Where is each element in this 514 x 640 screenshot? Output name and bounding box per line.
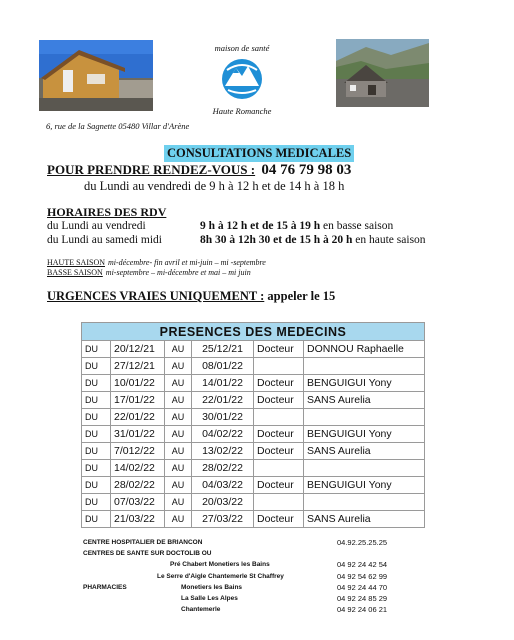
doctor-name-cell — [304, 460, 425, 477]
role-cell: Docteur — [254, 511, 304, 528]
table-row — [82, 375, 425, 392]
table-row — [82, 477, 425, 494]
start-date-cell: 28/02/22 — [111, 477, 165, 494]
role-cell: Docteur — [254, 392, 304, 409]
horaires-season: en basse saison — [323, 220, 394, 232]
rdv-hours: du Lundi au vendredi de 9 h à 12 h et de 14 h à 18 h — [84, 179, 345, 193]
end-date-cell: 30/01/22 — [192, 409, 254, 426]
season-text: mi-septembre – mi-décembre et mai – mi juin — [105, 268, 251, 277]
presences-table — [81, 322, 425, 528]
du-cell: DU — [82, 392, 111, 409]
table-row — [82, 494, 425, 511]
footer-pharmacies: PHARMACIES — [83, 584, 127, 591]
doctor-name-cell: BENGUIGUI Yony — [304, 426, 425, 443]
doctor-name-cell — [304, 494, 425, 511]
doctor-name-cell: SANS Aurelia — [304, 511, 425, 528]
au-cell: AU — [165, 494, 192, 511]
consultations-title: CONSULTATIONS MEDICALES — [164, 145, 354, 162]
basse-saison — [47, 268, 251, 277]
end-date-cell: 14/01/22 — [192, 375, 254, 392]
au-cell: AU — [165, 392, 192, 409]
horaires-hours — [200, 220, 393, 232]
footer-monetiers: Monetiers les Bains — [181, 584, 243, 591]
svg-text:Haute Romanche: Haute Romanche — [212, 106, 272, 116]
start-date-cell: 21/03/22 — [111, 511, 165, 528]
table-row — [82, 511, 425, 528]
season-label: HAUTE SAISON — [47, 258, 105, 267]
end-date-cell: 28/02/22 — [192, 460, 254, 477]
end-date-cell: 27/03/22 — [192, 511, 254, 528]
du-cell: DU — [82, 511, 111, 528]
end-date-cell: 20/03/22 — [192, 494, 254, 511]
role-cell — [254, 409, 304, 426]
footer-hospital: CENTRE HOSPITALIER DE BRIANCON — [83, 539, 203, 546]
rdv-phone-number[interactable]: 04 76 79 98 03 — [261, 162, 352, 178]
au-cell: AU — [165, 443, 192, 460]
phone-monetiers[interactable]: 04 92 24 44 70 — [337, 583, 388, 592]
horaires-hours — [200, 234, 426, 246]
horaires-hours-value: 9 h à 12 h et de 15 à 19 h — [200, 220, 321, 232]
role-cell — [254, 494, 304, 511]
role-cell — [254, 460, 304, 477]
season-text: mi-décembre- fin avril et mi-juin – mi -septembre — [108, 258, 266, 267]
du-cell: DU — [82, 375, 111, 392]
table-row — [82, 409, 425, 426]
start-date-cell: 22/01/22 — [111, 409, 165, 426]
end-date-cell: 04/02/22 — [192, 426, 254, 443]
table-row — [82, 443, 425, 460]
au-cell: AU — [165, 426, 192, 443]
du-cell: DU — [82, 443, 111, 460]
building-photo-right — [336, 39, 429, 107]
doctor-name-cell — [304, 358, 425, 375]
horaires-season: en haute saison — [355, 234, 426, 246]
phone-hospital[interactable]: 04.92.25.25.25 — [337, 538, 388, 547]
horaires-hours-value: 8h 30 à 12h 30 et de 15 h à 20 h — [200, 234, 353, 246]
address: 6, rue de la Sagnette 05480 Villar d'Arène — [46, 121, 190, 131]
role-cell: Docteur — [254, 443, 304, 460]
rdv-label: POUR PRENDRE RENDEZ-VOUS : — [47, 162, 256, 177]
au-cell: AU — [165, 477, 192, 494]
start-date-cell: 10/01/22 — [111, 375, 165, 392]
du-cell: DU — [82, 477, 111, 494]
du-cell: DU — [82, 341, 111, 358]
au-cell: AU — [165, 511, 192, 528]
footer-serre: Le Serre d'Aigle Chantemerle St Chaffrey — [157, 573, 284, 580]
phone-chantemerle[interactable]: 04 92 24 06 21 — [337, 605, 388, 614]
du-cell: DU — [82, 409, 111, 426]
au-cell: AU — [165, 409, 192, 426]
role-cell: Docteur — [254, 477, 304, 494]
role-cell — [254, 358, 304, 375]
table-row — [82, 341, 425, 358]
table-row — [82, 358, 425, 375]
footer-pre-chabert: Pré Chabert Monetiers les Bains — [170, 561, 270, 568]
svg-text:maison de santé: maison de santé — [214, 43, 270, 53]
phone-salle[interactable]: 04 92 24 85 29 — [337, 594, 388, 603]
table-row — [82, 392, 425, 409]
season-label: BASSE SAISON — [47, 268, 103, 277]
end-date-cell: 22/01/22 — [192, 392, 254, 409]
urgences-label: URGENCES VRAIES UNIQUEMENT : — [47, 289, 265, 303]
horaires-days: du Lundi au vendredi — [47, 220, 146, 232]
role-cell: Docteur — [254, 375, 304, 392]
phone-serre[interactable]: 04 92 54 62 99 — [337, 572, 388, 581]
table-row — [82, 426, 425, 443]
start-date-cell: 27/12/21 — [111, 358, 165, 375]
footer-chantemerle: Chantemerle — [181, 606, 221, 613]
au-cell: AU — [165, 341, 192, 358]
urgences-line — [47, 289, 335, 304]
start-date-cell: 07/03/22 — [111, 494, 165, 511]
role-cell: Docteur — [254, 341, 304, 358]
footer-salle: La Salle Les Alpes — [181, 595, 238, 602]
du-cell: DU — [82, 460, 111, 477]
horaires-days: du Lundi au samedi midi — [47, 234, 162, 246]
du-cell: DU — [82, 494, 111, 511]
building-photo-left — [39, 40, 153, 111]
end-date-cell: 25/12/21 — [192, 341, 254, 358]
end-date-cell: 08/01/22 — [192, 358, 254, 375]
start-date-cell: 14/02/22 — [111, 460, 165, 477]
footer-centres: CENTRES DE SANTE SUR DOCTOLIB OU — [83, 550, 212, 557]
start-date-cell: 17/01/22 — [111, 392, 165, 409]
doctor-name-cell: SANS Aurelia — [304, 392, 425, 409]
table-row — [82, 460, 425, 477]
presences-title: PRESENCES DES MEDECINS — [82, 323, 425, 341]
rdv-line — [47, 162, 351, 179]
du-cell: DU — [82, 358, 111, 375]
end-date-cell: 13/02/22 — [192, 443, 254, 460]
au-cell: AU — [165, 375, 192, 392]
au-cell: AU — [165, 460, 192, 477]
du-cell: DU — [82, 426, 111, 443]
doctor-name-cell: BENGUIGUI Yony — [304, 375, 425, 392]
end-date-cell: 04/03/22 — [192, 477, 254, 494]
doctor-name-cell: BENGUIGUI Yony — [304, 477, 425, 494]
start-date-cell: 20/12/21 — [111, 341, 165, 358]
start-date-cell: 31/01/22 — [111, 426, 165, 443]
maison-de-sante-logo — [203, 40, 281, 118]
horaires-title: HORAIRES DES RDV — [47, 205, 167, 219]
haute-saison — [47, 258, 266, 267]
doctor-name-cell: DONNOU Raphaelle — [304, 341, 425, 358]
phone-pre-chabert[interactable]: 04 92 24 42 54 — [337, 560, 388, 569]
au-cell: AU — [165, 358, 192, 375]
urgences-text: appeler le 15 — [267, 289, 336, 303]
role-cell: Docteur — [254, 426, 304, 443]
start-date-cell: 7/012/22 — [111, 443, 165, 460]
doctor-name-cell: SANS Aurelia — [304, 443, 425, 460]
doctor-name-cell — [304, 409, 425, 426]
